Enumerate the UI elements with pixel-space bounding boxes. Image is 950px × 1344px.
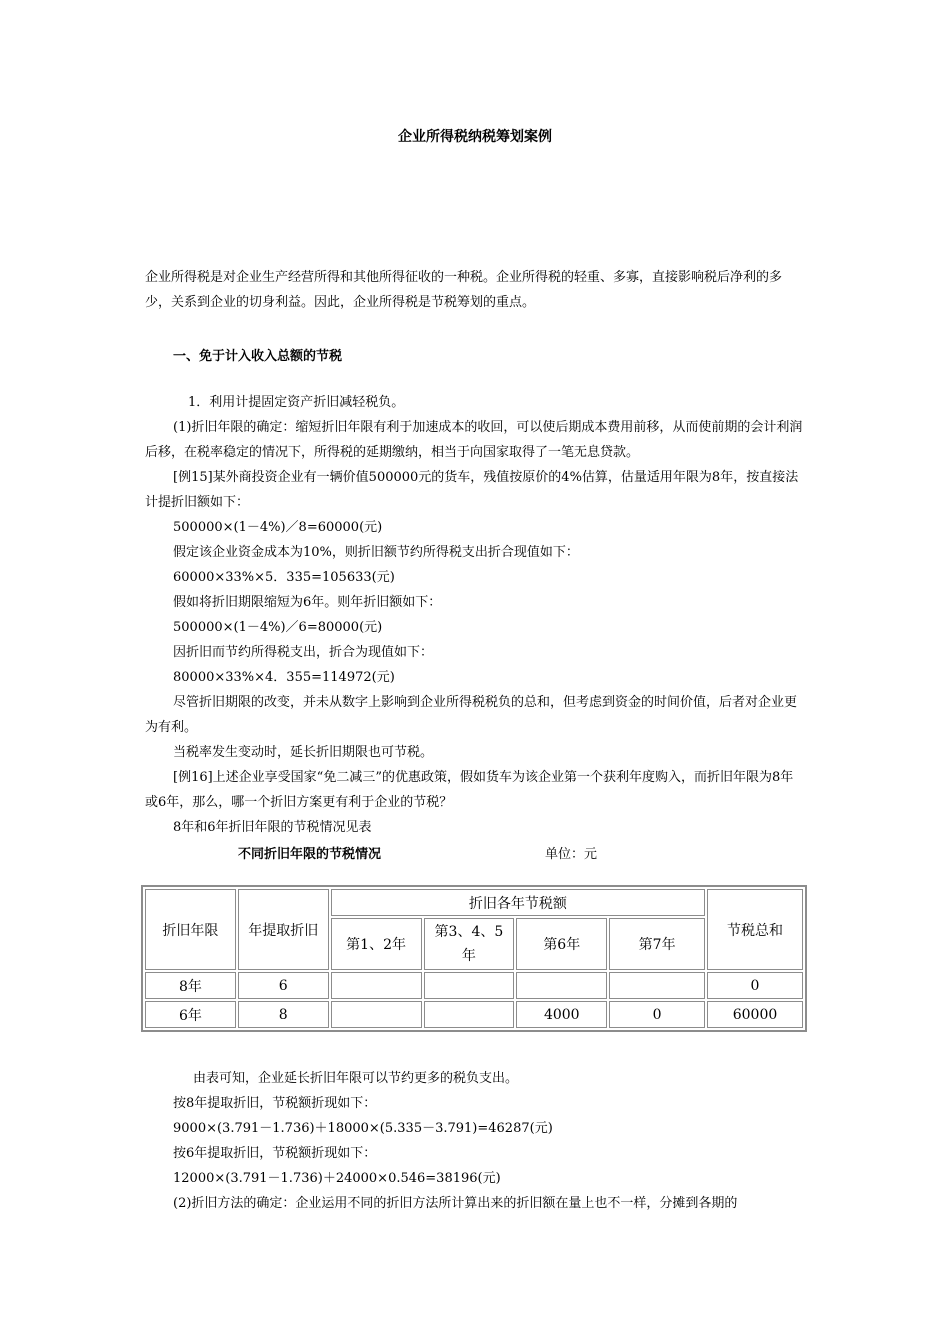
calc-line-5: 9000×(3.791－1.736)＋18000×(5.335－3.791)=46287(元) [173, 1121, 553, 1136]
header-yearly: 折旧各年节税额 [331, 889, 705, 916]
calc-line-2: 60000×33%×5．335=105633(元) [173, 570, 395, 585]
header-annual: 年提取折旧 [238, 889, 329, 970]
cell-period: 6年 [145, 1001, 236, 1028]
cell-period: 8年 [145, 972, 236, 999]
cell-total: 0 [707, 972, 803, 999]
calc-line-1: 500000×(1－4%)／8=60000(元) [173, 520, 383, 535]
conclusion-text: 由表可知，企业延长折旧年限可以节约更多的税负支出。 [193, 1071, 519, 1086]
table-row [145, 1001, 803, 1028]
cell-y6 [516, 972, 607, 999]
header-y12: 第1、2年 [331, 918, 422, 970]
depreciation-period-paragraph: (1)折旧年限的确定：缩短折旧年限有利于加速成本的收回，可以使后期成本费用前移，从而使前期的会计利润后移，在税率稳定的情况下，所得税的延期缴纳，相当于向国家取得了一笔无息贷款。 [145, 420, 803, 460]
example-16: [例16]上述企业享受国家“免二减三”的优惠政策，假如货车为该企业第一个获利年度购入，而折旧年限为8年或6年，那么，哪一个折旧方案更有利于企业的节税？ [145, 770, 794, 810]
shorten-text: 假如将折旧期限缩短为6年。则年折旧额如下： [173, 595, 442, 610]
depreciation-table [141, 885, 807, 1032]
calc-line-3: 500000×(1－4%)／6=80000(元) [173, 620, 383, 635]
header-y345: 第3、4、5年 [424, 918, 515, 970]
table-title: 不同折旧年限的节税情况 [238, 847, 382, 862]
cell-total: 60000 [707, 1001, 803, 1028]
cell-annual: 8 [238, 1001, 329, 1028]
document-title: 企业所得税纳税筹划案例 [398, 129, 552, 145]
rate-change-text: 当税率发生变动时，延长折旧期限也可节税。 [173, 745, 434, 760]
although-paragraph: 尽管折旧期限的改变，并未从数字上影响到企业所得税税负的总和，但考虑到资金的时间价值，后者对企业更为有利。 [145, 695, 798, 735]
cell-y7: 0 [609, 1001, 705, 1028]
header-y7: 第7年 [609, 918, 705, 970]
table-header-row [145, 889, 803, 916]
see-table-text: 8年和6年折旧年限的节税情况见表 [173, 820, 372, 835]
section-heading: 一、免于计入收入总额的节税 [173, 349, 343, 364]
calc-line-4: 80000×33%×4．355=114972(元) [173, 670, 395, 685]
cell-y6: 4000 [516, 1001, 607, 1028]
header-y6: 第6年 [516, 918, 607, 970]
cell-y12 [331, 1001, 422, 1028]
cell-annual: 6 [238, 972, 329, 999]
cost-text: 假定该企业资金成本为10%，则折旧额节约所得税支出折合现值如下： [173, 545, 579, 560]
six-year-text: 按6年提取折旧，节税额折现如下： [173, 1146, 377, 1161]
item-1: 1．利用计提固定资产折旧减轻税负。 [188, 395, 405, 410]
cell-y345 [424, 972, 515, 999]
save-text: 因折旧而节约所得税支出，折合为现值如下： [173, 645, 434, 660]
cell-y345 [424, 1001, 515, 1028]
example-15: [例15]某外商投资企业有一辆价值500000元的货车，残值按原价的4%估算，估量适用年限为8年，按直接法计提折旧额如下： [145, 470, 799, 510]
depreciation-method-paragraph: (2)折旧方法的确定：企业运用不同的折旧方法所计算出来的折旧额在量上也不一样，分摊到各期的 [173, 1196, 738, 1211]
cell-y7 [609, 972, 705, 999]
intro-paragraph: 企业所得税是对企业生产经营所得和其他所得征收的一种税。企业所得税的轻重、多寡，直接影响税后净利的多少，关系到企业的切身利益。因此，企业所得税是节税筹划的重点。 [145, 270, 783, 310]
table-unit: 单位：元 [545, 847, 598, 862]
eight-year-text: 按8年提取折旧，节税额折现如下： [173, 1096, 377, 1111]
header-total: 节税总和 [707, 889, 803, 970]
table-row [145, 972, 803, 999]
header-period: 折旧年限 [145, 889, 236, 970]
calc-line-6: 12000×(3.791－1.736)＋24000×0.546=38196(元) [173, 1171, 501, 1186]
cell-y12 [331, 972, 422, 999]
